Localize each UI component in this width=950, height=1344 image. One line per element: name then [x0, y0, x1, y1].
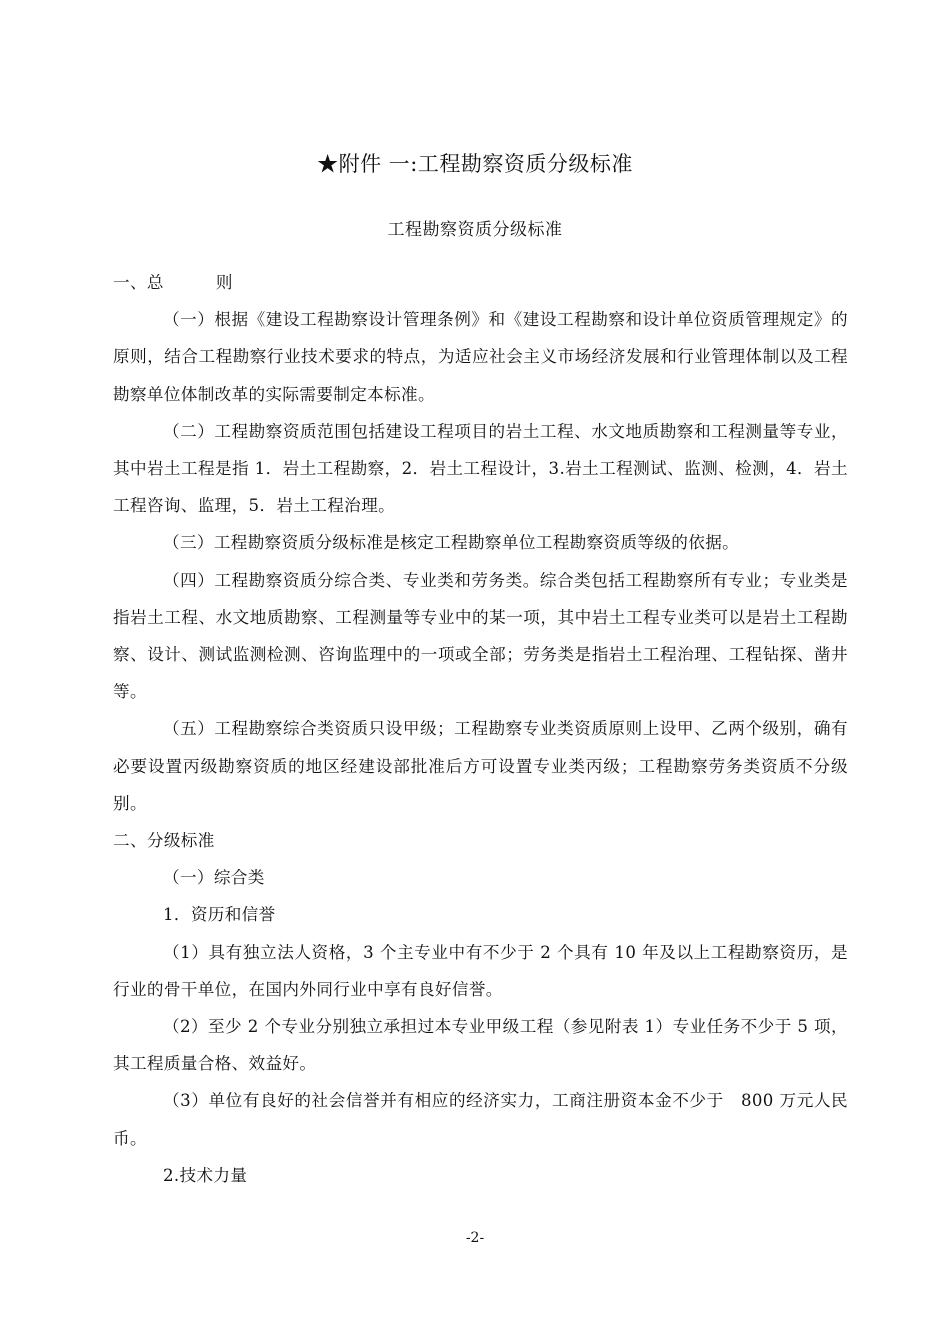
section-heading-grading: 二、分级标准 [113, 831, 215, 851]
paragraph: （三）工程勘察资质分级标准是核定工程勘察单位工程勘察资质等级的依据。 [163, 533, 740, 553]
list-item: （1）具有独立法人资格，3 个主专业中有不少于 2 个具有 10 年及以上工程勘察资历，是行业的骨干单位，在国内外同行业中享有良好信誉。 [113, 942, 848, 999]
document-subtitle: 工程勘察资质分级标准 [387, 220, 563, 240]
document-title: ★附件 一:工程勘察资质分级标准 [317, 152, 633, 176]
paragraph: （五）工程勘察综合类资质只设甲级；工程勘察专业类资质原则上设甲、乙两个级别，确有必要设置丙级勘察资质的地区经建设部批准后方可设置专业类丙级；工程勘察劳务类资质不分级别。 [113, 719, 848, 813]
section-heading-left: 一、总 [113, 273, 164, 292]
item-heading-technical: 2.技术力量 [163, 1165, 248, 1185]
paragraph: （二）工程勘察资质范围包括建设工程项目的岩土工程、水文地质勘察和工程测量等专业，其中岩土工程是指 1．岩土工程勘察，2．岩土工程设计，3.岩土工程测试、监测、检测，4．岩土工程咨询、监理，5．岩土工程治理。 [113, 421, 848, 516]
page-number: -2- [465, 1230, 485, 1246]
paragraph: （四）工程勘察资质分综合类、专业类和劳务类。综合类包括工程勘察所有专业；专业类是指岩土工程、水文地质勘察、工程测量等专业中的某一项，其中岩土工程专业类可以是岩土工程勘察、设计、测试监测检测、咨询监理中的一项或全部；劳务类是指岩土工程治理、工程钻探、凿井等。 [113, 570, 848, 702]
sub-heading-comprehensive: （一）综合类 [163, 868, 265, 888]
document-body [113, 264, 848, 1194]
list-item: （3）单位有良好的社会信誉并有相应的经济实力，工商注册资本金不少于 800 万元人民币。 [113, 1091, 848, 1148]
section-heading-right: 则 [215, 273, 233, 292]
list-item: （2）至少 2 个专业分别独立承担过本专业甲级工程（参见附表 1）专业任务不少于 5 项，其工程质量合格、效益好。 [113, 1017, 848, 1074]
paragraph: （一）根据《建设工程勘察设计管理条例》和《建设工程勘察和设计单位资质管理规定》的原则，结合工程勘察行业技术要求的特点，为适应社会主义市场经济发展和行业管理体制以及工程勘察单位体制改革的实际需要制定本标准。 [113, 310, 848, 404]
item-heading-credentials: 1．资历和信誉 [163, 905, 276, 925]
section-heading-general [113, 264, 848, 301]
